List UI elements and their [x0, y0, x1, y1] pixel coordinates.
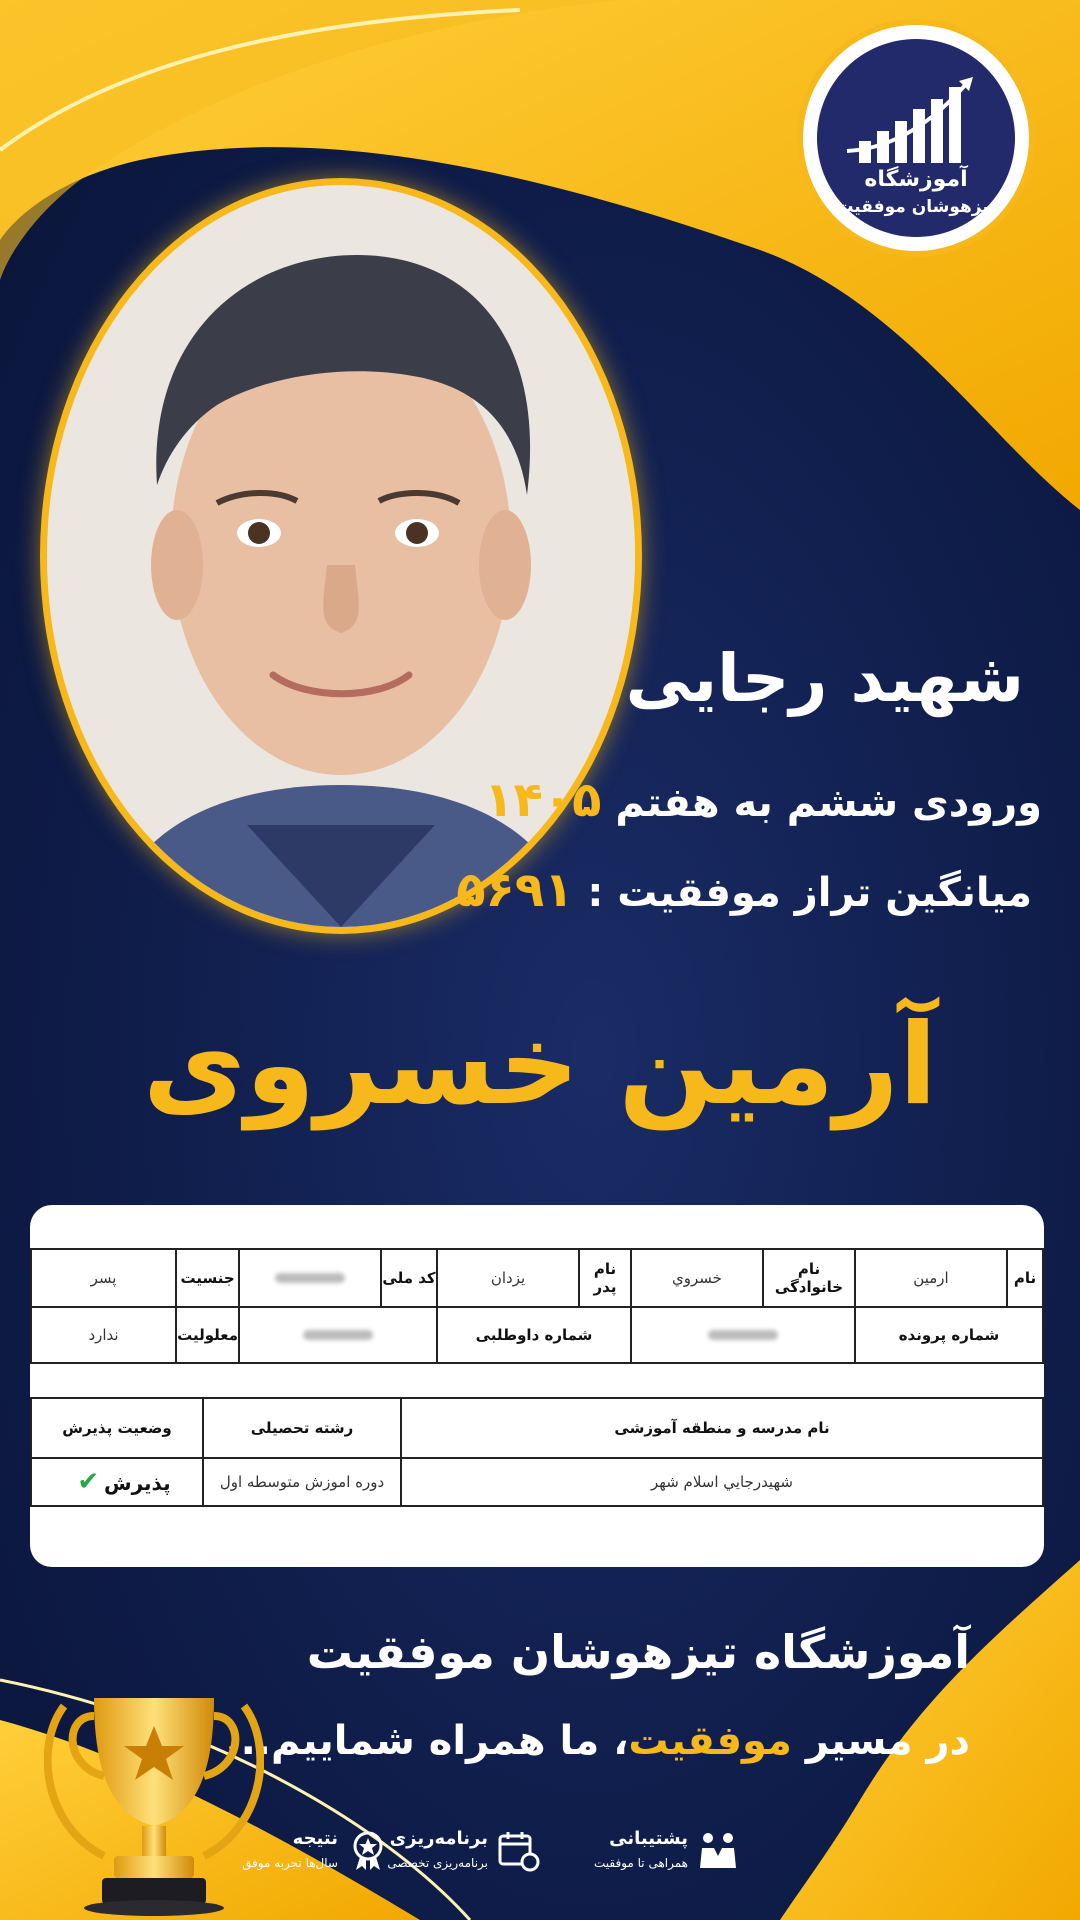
checkmark-icon: ✔	[77, 1467, 100, 1497]
redacted-value	[708, 1330, 778, 1340]
footer-title: آموزشگاه تیزهوشان موفقیت	[306, 1625, 970, 1679]
info-card	[30, 1205, 1044, 1567]
slogan-part2: ، ما همراه شماییم...	[225, 1718, 629, 1764]
average-score	[456, 862, 1032, 918]
school-name: شهید رجایی	[625, 640, 1024, 717]
gender-label: جنسیت	[176, 1249, 239, 1307]
status-header: وضعیت پذیرش	[31, 1398, 203, 1458]
father-name-label: نام پدر	[579, 1249, 631, 1307]
table-row	[31, 1398, 1043, 1458]
table-row	[31, 1458, 1043, 1506]
feature-title: نتیجه	[292, 1828, 338, 1849]
slogan-part1: در مسیر	[791, 1718, 970, 1764]
info-table-top	[30, 1248, 1044, 1364]
last-name-value: خسروي	[631, 1249, 763, 1307]
entry-year: ۱۴۰۵	[484, 772, 602, 828]
entry-info	[484, 772, 1042, 828]
school-header: نام مدرسه و منطقه آموزشی	[401, 1398, 1043, 1458]
feature-title: برنامه‌ریزی	[389, 1828, 488, 1849]
logo-title: آموزشگاه	[864, 167, 968, 192]
status-value	[31, 1458, 203, 1506]
slogan-highlight: موفقیت	[628, 1718, 792, 1764]
info-table-bottom	[30, 1397, 1044, 1507]
redacted-value	[303, 1330, 373, 1340]
logo-subtitle: تیزهوشان موفقیت	[836, 197, 996, 217]
father-name-value: يزدان	[437, 1249, 579, 1307]
field-header: رشته تحصیلی	[203, 1398, 401, 1458]
average-label: میانگین تراز موفقیت :	[587, 870, 1032, 916]
table-row	[31, 1249, 1043, 1307]
gender-value: پسر	[31, 1249, 176, 1307]
feature-subtitle: همراهی تا موفقیت	[593, 1856, 688, 1870]
handshake-icon	[696, 1828, 740, 1872]
disability-label: معلولیت	[176, 1307, 239, 1363]
file-number-label: شماره پرونده	[855, 1307, 1043, 1363]
feature-subtitle: سال‌ها تجربه موفق	[242, 1856, 338, 1870]
average-value: ۵۶۹۱	[456, 862, 574, 918]
trophy-icon	[44, 1686, 264, 1920]
entry-text: ورودی ششم به هفتم	[615, 780, 1042, 826]
field-value: دوره اموزش متوسطه اول	[203, 1458, 401, 1506]
file-number-value	[631, 1307, 855, 1363]
last-name-label: نام خانوادگی	[763, 1249, 855, 1307]
candidate-number-label: شماره داوطلبی	[437, 1307, 631, 1363]
feature-support	[540, 1822, 740, 1882]
feature-title: پشتیبانی	[609, 1828, 688, 1849]
national-id-label: کد ملی	[381, 1249, 437, 1307]
national-id-value	[239, 1249, 381, 1307]
disability-value: ندارد	[31, 1307, 176, 1363]
first-name-value: ارمین	[855, 1249, 1007, 1307]
candidate-number-value	[239, 1307, 437, 1363]
feature-subtitle: برنامه‌ریزی تخصصی	[387, 1856, 488, 1870]
academy-logo	[803, 25, 1029, 251]
school-value: شهيدرجايي اسلام شهر	[401, 1458, 1043, 1506]
calendar-icon	[496, 1828, 540, 1872]
first-name-label: نام	[1007, 1249, 1043, 1307]
student-name: آرمین خسروی	[142, 1000, 938, 1130]
table-row	[31, 1307, 1043, 1363]
status-text: پذیرش	[103, 1471, 171, 1495]
medal-icon	[346, 1828, 390, 1872]
redacted-value	[275, 1273, 345, 1283]
footer-slogan	[225, 1718, 970, 1764]
